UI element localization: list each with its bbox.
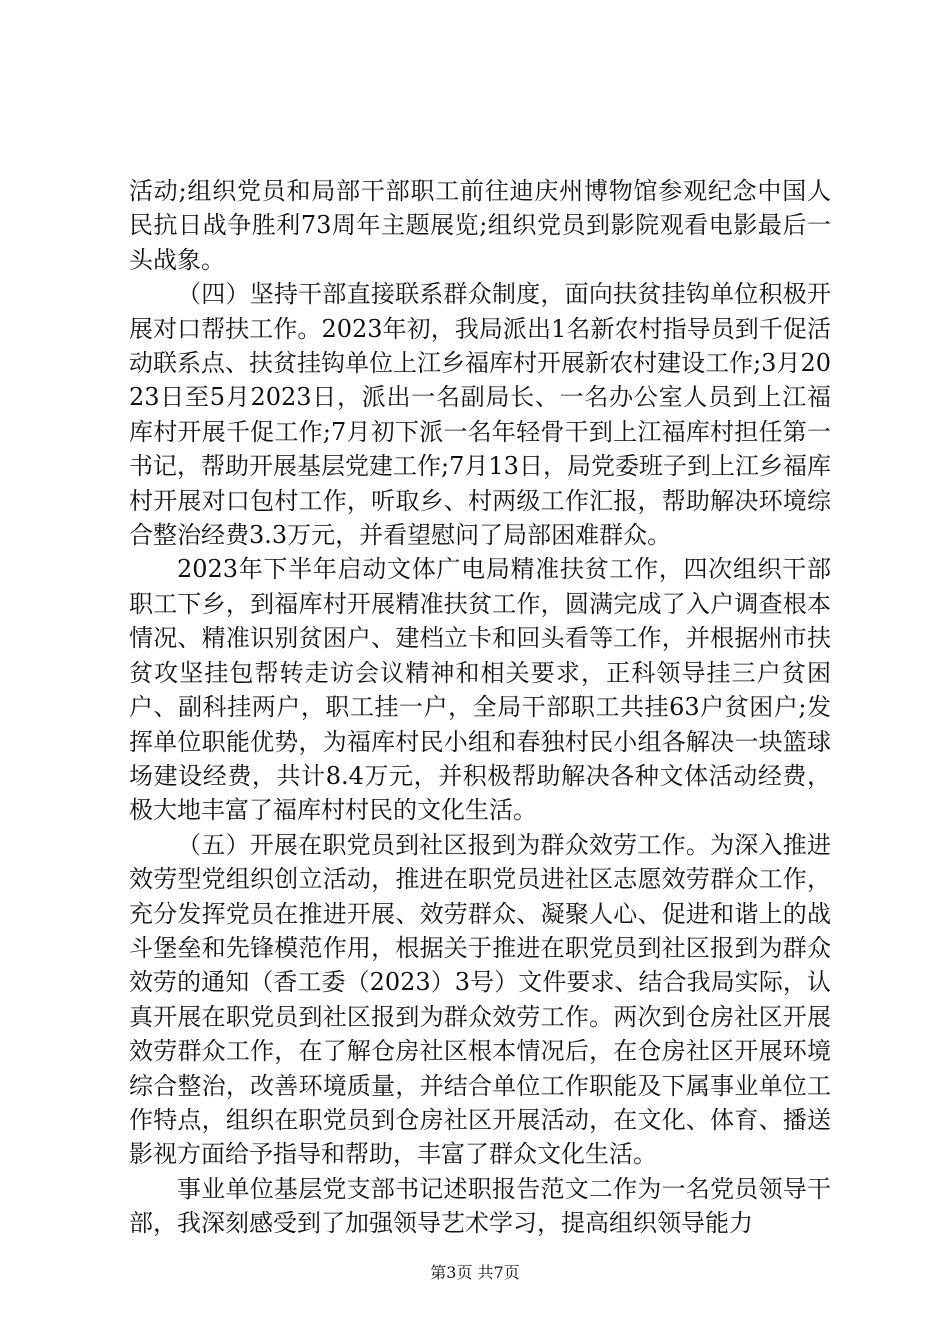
- document-body: [129, 174, 831, 1241]
- paragraph-5: 事业单位基层党支部书记述职报告范文二作为一名党员领导干部，我深刻感受到了加强领导艺术学习，提高组织领导能力: [129, 1174, 831, 1238]
- paragraph-1: 活动;组织党员和局部干部职工前往迪庆州博物馆参观纪念中国人民抗日战争胜利73周年主题展览;组织党员到影院观看电影最后一头战象。: [129, 177, 831, 274]
- paragraph-2: （四）坚持干部直接联系群众制度，面向扶贫挂钩单位积极开展对口帮扶工作。2023年初，我局派出1名新农村指导员到千促活动联系点、扶贫挂钩单位上江乡福库村开展新农村建设工作;3月2023日至5月2023日，派出一名副局长、一名办公室人员到上江福库村开展千促工作;7月初下派一名年轻骨干到上江福库村担任第一书记，帮助开展基层党建工作;7月13日，局党委班子到上江乡福库村开展对口包村工作，听取乡、村两级工作汇报，帮助解决环境综合整治经费3.3万元，并看望慰问了局部困难群众。: [129, 280, 831, 550]
- paragraph-4: （五）开展在职党员到社区报到为群众效劳工作。为深入推进效劳型党组织创立活动，推进在职党员进社区志愿效劳群众工作，充分发挥党员在推进开展、效劳群众、凝聚人心、促进和谐上的战斗堡垒和先锋模范作用，根据关于推进在职党员到社区报到为群众效劳的通知（香工委（2023）3号）文件要求、结合我局实际，认真开展在职党员到社区报到为群众效劳工作。两次到仓房社区开展效劳群众工作，在了解仓房社区根本情况后，在仓房社区开展环境综合整治，改善环境质量，并结合单位工作职能及下属事业单位工作特点，组织在职党员到仓房社区开展活动，在文化、体育、播送影视方面给予指导和帮助，丰富了群众文化生活。: [129, 830, 831, 1169]
- paragraph-3: 2023年下半年启动文体广电局精准扶贫工作，四次组织干部职工下乡，到福库村开展精准扶贫工作，圆满完成了入户调查根本情况、精准识别贫困户、建档立卡和回头看等工作，并根据州市扶贫攻坚挂包帮转走访会议精神和相关要求，正科领导挂三户贫困户、副科挂两户，职工挂一户，全局干部职工共挂63户贫困户;发挥单位职能优势，为福库村民小组和春独村民小组各解决一块篮球场建设经费，共计8.4万元，并积极帮助解决各种文体活动经费，极大地丰富了福库村村民的文化生活。: [129, 555, 831, 825]
- page-footer: 第3页 共7页: [430, 1263, 520, 1282]
